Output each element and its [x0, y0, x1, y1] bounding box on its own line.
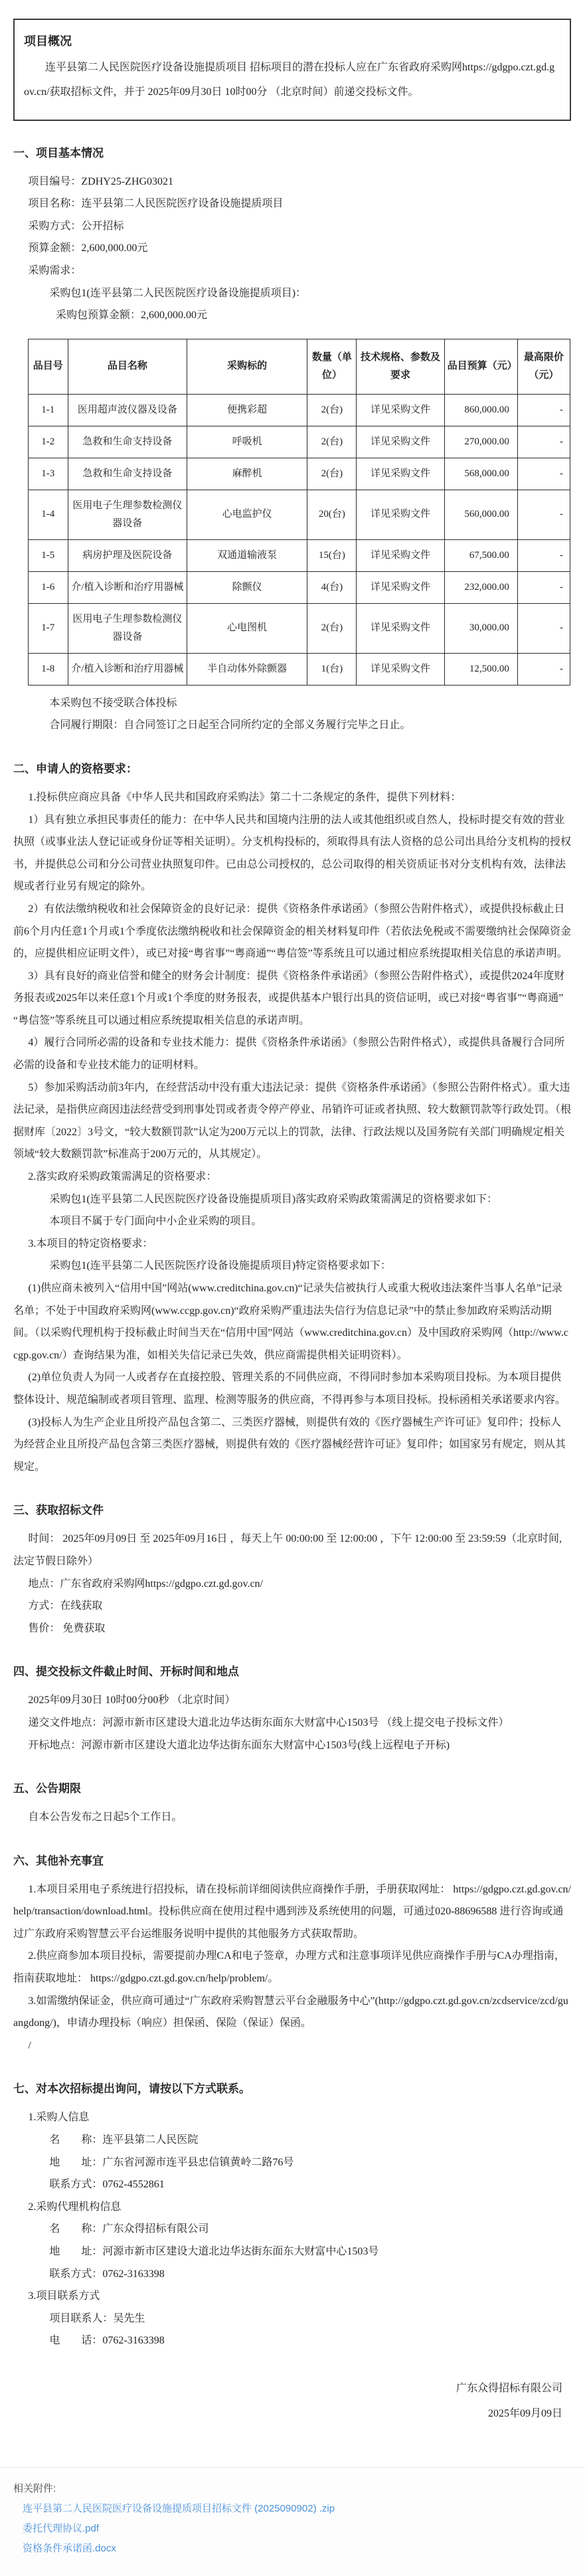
cell-spec: 详见采购文件 — [357, 539, 444, 571]
project-contact-title: 3.项目联系方式 — [28, 2290, 100, 2302]
col-item-name: 品目名称 — [68, 339, 187, 394]
field-label: 地 址： — [49, 2156, 103, 2168]
cell-quantity: 15(台) — [307, 539, 357, 571]
section-qualification-heading: 二、申请人的资格要求： — [13, 762, 137, 775]
purchaser-phone — [13, 2173, 572, 2196]
overview-title: 项目概况 — [24, 35, 72, 48]
qualification-para: 3）具有良好的商业信誉和健全的财务会计制度：提供《资格条件承诺函》（参照公告附件格式），或提供2024年度财务报表或2025年以来任意1个月或1个季度的财务报表，或提供基本户银行出具的资信证明，或已对接“粤省事”“粤商通”“粤信签”等系统且可以通过相应系统提取相关信息的承诺声明。 — [13, 970, 565, 1026]
obtain-method: 方式：在线获取 — [28, 1600, 103, 1612]
cell-spec: 详见采购文件 — [357, 603, 444, 653]
project-contact-person — [13, 2308, 572, 2330]
cell-budget: 560,000.00 — [444, 490, 517, 539]
qualification-para: (2)单位负责人为同一人或者存在直接控股、管理关系的不同供应商，不得同时参加本采购项目投标。为本项目提供整体设计、规范编制或者项目管理、监理、检测等服务的供应商，不得再参与本项目投标。投标函相关承诺要求内容。 — [13, 1372, 566, 1406]
deadline-open-place: 开标地点：河源市新市区建设大道北边华达街东面东大财富中心1503号(线上远程电子开标) — [28, 1739, 450, 1751]
field-value: 吴先生 — [113, 2312, 145, 2324]
attachments-section — [0, 2467, 585, 2576]
attachment-link[interactable]: 资格条件承诺函.docx — [23, 2542, 116, 2554]
signature-block — [13, 2376, 572, 2427]
agency-phone — [13, 2263, 572, 2286]
procurement-items-table — [28, 339, 570, 686]
field-value: 2,600,000.00元 — [81, 242, 148, 254]
qualification-para: (1)供应商未被列入“信用中国”网站(www.creditchina.gov.cn)“记录失信被执行人或重大税收违法案件当事人名单”记录名单；不处于中国政府采购网(www.ccgp.gov.cn)“政府采购严重违法失信行为信息记录”中的禁止参加政府采购活动期间。（以采购代理机构于投标截止时间当天在“信用中国”网站（www.creditchina.gov.cn）及中国政府采购网（http://www.ccgp.gov.cn/）查询结果为准，如相关失信记录已失效，供应商需提供相关证明资料）。 — [13, 1283, 568, 1361]
announcement-document — [13, 19, 572, 2427]
cell-budget: 270,000.00 — [444, 426, 517, 458]
table-row — [29, 571, 570, 603]
qualification-para: 本项目不属于专门面向中小企业采购的项目。 — [49, 1216, 262, 1228]
qualification-para: 2.落实政府采购政策需满足的资格要求： — [28, 1171, 217, 1183]
col-quantity: 数量（单位） — [307, 339, 357, 394]
field-value: 河源市新市区建设大道北边华达街东面东大财富中心1503号 — [102, 2246, 379, 2257]
cell-item-name: 医用超声波仪器及设备 — [68, 394, 187, 426]
cell-spec: 详见采购文件 — [357, 458, 444, 490]
field-label: 地 址： — [49, 2246, 103, 2257]
cell-target: 半自动体外除颤器 — [187, 653, 307, 685]
field-value: 0762-3163398 — [102, 2268, 165, 2280]
field-value: 连平县第二人民医院医疗设备设施提质项目 — [81, 198, 284, 210]
field-project-name — [13, 193, 572, 215]
qualification-para: 1.投标供应商应具备《中华人民共和国政府采购法》第二十二条规定的条件，提供下列材料： — [28, 791, 461, 803]
purchaser-address — [13, 2152, 572, 2174]
cell-item-no: 1-4 — [29, 490, 68, 539]
table-header-row — [29, 339, 570, 394]
cell-quantity: 4(台) — [307, 571, 357, 603]
cell-budget: 232,000.00 — [444, 571, 517, 603]
agency-address — [13, 2241, 572, 2263]
cell-item-no: 1-7 — [29, 603, 68, 653]
signature-company: 广东众得招标有限公司 — [456, 2382, 562, 2394]
table-row — [29, 490, 570, 539]
field-budget — [13, 237, 572, 260]
cell-spec: 详见采购文件 — [357, 394, 444, 426]
field-label: 采购方式： — [28, 220, 82, 232]
supplement-items — [13, 1879, 572, 2057]
cell-price-cap: - — [517, 426, 570, 458]
qualification-para: 2）有依法缴纳税收和社会保障资金的良好记录：提供《资格条件承诺函》（参照公告附件格式），或提供投标截止日前6个月内任意1个月或1个季度依法缴纳税收和社会保障资金的相关材料复印件（若依法免税或不需要缴纳社会保障资金的，应提供相应证明文件），或已对接“粤省事”“粤商通”“粤信签”等系统且可以通过相应系统提取相关信息的承诺声明。 — [13, 903, 572, 960]
section-contact-heading: 七、对本次招标提出询问，请按以下方式联系。 — [13, 2082, 250, 2096]
note-contract-term: 合同履行期限：自合同签订之日起至合同所约定的全部义务履行完毕之日止。 — [49, 719, 411, 731]
cell-target: 便携彩超 — [187, 394, 307, 426]
cell-price-cap: - — [517, 603, 570, 653]
field-label: 名 称： — [49, 2134, 103, 2146]
obtain-price: 售价： 免费获取 — [28, 1622, 106, 1634]
section-deadline-heading: 四、提交投标文件截止时间、开标时间和地点 — [13, 1665, 239, 1679]
qualification-para: 4）履行合同所必需的设备和专业技术能力：提供《资格条件承诺函》（参照公告附件格式），或提供具备履行合同所必需的设备和专业技术能力的证明材料。 — [13, 1037, 565, 1071]
table-row — [29, 653, 570, 685]
cell-price-cap: - — [517, 490, 570, 539]
field-value: 公开招标 — [81, 220, 124, 232]
note-no-consortium: 本采购包不接受联合体投标 — [49, 697, 177, 709]
col-spec: 技术规格、参数及要求 — [357, 339, 444, 394]
cell-price-cap: - — [517, 539, 570, 571]
table-row — [29, 603, 570, 653]
col-item-no: 品目号 — [29, 339, 68, 394]
cell-budget: 860,000.00 — [444, 394, 517, 426]
qualification-para: 5）参加采购活动前3年内，在经营活动中没有重大违法记录：提供《资格条件承诺函》（参照公告附件格式）。重大违法记录，是指供应商因违法经营受到刑事处罚或者责令停产停业、吊销许可证或者执照、较大数额罚款等行政处罚。（根据财库〔2022〕3号文，“较大数额罚款”认定为200万元以上的罚款，法律、行政法规以及国务院有关部门明确规定相关领域“较大数额罚款”标准高于200万元的，从其规定）。 — [13, 1081, 572, 1160]
table-row — [29, 394, 570, 426]
qualification-para: 采购包1(连平县第二人民医院医疗设备设施提质项目)特定资格要求如下： — [49, 1260, 392, 1272]
agency-title: 2.采购代理机构信息 — [28, 2201, 122, 2213]
purchaser-title: 1.采购人信息 — [28, 2112, 90, 2124]
field-procurement-method — [13, 215, 572, 238]
field-label: 项目联系人： — [49, 2312, 114, 2324]
field-value: 广东众得招标有限公司 — [102, 2223, 209, 2235]
cell-quantity: 20(台) — [307, 490, 357, 539]
section-obtain-heading: 三、获取招标文件 — [13, 1504, 104, 1517]
cell-target: 双通道输液泵 — [187, 539, 307, 571]
cell-budget: 67,500.00 — [444, 539, 517, 571]
cell-quantity: 1(台) — [307, 653, 357, 685]
table-row — [29, 426, 570, 458]
qualification-para: 3.本项目的特定资格要求： — [28, 1238, 153, 1249]
attachments-list — [13, 2499, 572, 2559]
cell-spec: 详见采购文件 — [357, 426, 444, 458]
field-value: 0762-4552861 — [102, 2179, 165, 2191]
qualification-para: 1）具有独立承担民事责任的能力：在中华人民共和国境内注册的法人或其他组织或自然人，投标时提交有效的营业执照（或事业法人登记证或身份证等相关证明）。分支机构投标的，须取得具有法人资格的总公司出具给分支机构的授权书，并提供总公司和分公司营业执照复印件。已由总公司授权的，总公司取得的相关资质证书对分支机构有效，法律法规或者行业另有规定的除外。 — [13, 814, 572, 893]
field-label: 联系方式： — [49, 2179, 103, 2191]
field-project-number — [13, 171, 572, 193]
cell-spec: 详见采购文件 — [357, 490, 444, 539]
col-price-cap: 最高限价（元） — [517, 339, 570, 394]
cell-item-name: 医用电子生理参数检测仪器设备 — [68, 603, 187, 653]
cell-price-cap: - — [517, 653, 570, 685]
package-line: 采购包1(连平县第二人民医院医疗设备设施提质项目)： — [49, 287, 307, 299]
field-label: 电 话： — [49, 2335, 103, 2347]
table-row — [29, 539, 570, 571]
field-label: 联系方式： — [49, 2268, 103, 2280]
cell-item-name: 病房护理及医院设备 — [68, 539, 187, 571]
field-requirement — [13, 260, 572, 282]
cell-budget: 12,500.00 — [444, 653, 517, 685]
col-budget: 品目预算（元） — [444, 339, 517, 394]
cell-price-cap: - — [517, 571, 570, 603]
cell-quantity: 2(台) — [307, 458, 357, 490]
attachment-link[interactable]: 委托代理协议.pdf — [23, 2522, 100, 2534]
cell-item-name: 医用电子生理参数检测仪器设备 — [68, 490, 187, 539]
field-label: 名 称： — [49, 2223, 103, 2235]
field-label: 项目编号： — [28, 175, 82, 187]
cell-target: 心电图机 — [187, 603, 307, 653]
cell-item-no: 1-2 — [29, 426, 68, 458]
cell-item-no: 1-8 — [29, 653, 68, 685]
signature-date: 2025年09月09日 — [487, 2408, 562, 2420]
cell-price-cap: - — [517, 394, 570, 426]
notice-period-body: 自本公告发布之日起5个工作日。 — [28, 1811, 183, 1823]
supplement-item: 2.供应商参加本项目投标，需要提前办理CA和电子签章，办理方式和注意事项详见供应商操作手册与CA办理指南，指南获取地址： https://gdgpo.czt.gd.gov.cn/help/problem/。 — [13, 1950, 565, 1985]
cell-budget: 30,000.00 — [444, 603, 517, 653]
overview-body: 连平县第二人民医院医疗设备设施提质项目 招标项目的潜在投标人应在广东省政府采购网https://gdgpo.czt.gd.gov.cn/获取招标文件，并于 2025年09月30日 10时00分 （北京时间）前递交投标文件。 — [24, 62, 555, 98]
cell-item-no: 1-5 — [29, 539, 68, 571]
cell-item-name: 介/植入诊断和治疗用器械 — [68, 653, 187, 685]
field-label: 预算金额： — [28, 242, 82, 254]
cell-target: 麻醉机 — [187, 458, 307, 490]
qualification-para: 采购包1(连平县第二人民医院医疗设备设施提质项目)落实政府采购政策需满足的资格要求如下： — [49, 1193, 498, 1205]
project-overview-box — [13, 19, 571, 121]
field-value: ZDHY25-ZHG03021 — [81, 175, 174, 187]
cell-item-name: 急救和生命支持设备 — [68, 426, 187, 458]
agency-name — [13, 2218, 572, 2241]
attachment-link[interactable]: 连平县第二人民医院医疗设备设施提质项目招标文件 (2025090902) .zip — [23, 2502, 335, 2514]
cell-item-no: 1-1 — [29, 394, 68, 426]
obtain-time: 时间： 2025年09月09日 至 2025年09月16日 ，每天上午 00:00:00 至 12:00:00 ，下午 12:00:00 至 23:59:59（北京时间,法定节假日除外） — [13, 1533, 562, 1567]
field-value: 广东省河源市连平县忠信镇黄岭二路76号 — [102, 2156, 294, 2168]
cell-item-name: 介/植入诊断和治疗用器械 — [68, 571, 187, 603]
supplement-item: 1.本项目采用电子系统进行招投标，请在投标前详细阅读供应商操作手册，手册获取网址： https://gdgpo.czt.gd.gov.cn/help/transaction/download.html。投标供应商在使用过程中遇到涉及系统使用的问题，可通过020-88696588 进行咨询或通过广东政府采购智慧云平台运维服务说明中提供的其他服务方式获取帮助。 — [13, 1883, 572, 1940]
field-value: 连平县第二人民医院 — [102, 2134, 199, 2146]
field-label: 采购需求： — [28, 264, 82, 276]
col-target: 采购标的 — [187, 339, 307, 394]
section-basic-heading: 一、项目基本情况 — [13, 146, 104, 159]
cell-quantity: 2(台) — [307, 394, 357, 426]
cell-spec: 详见采购文件 — [357, 653, 444, 685]
table-row — [29, 458, 570, 490]
package-budget-line: 采购包预算金额：2,600,000.00元 — [56, 310, 208, 322]
project-contact-phone — [13, 2330, 572, 2352]
cell-target: 除颤仪 — [187, 571, 307, 603]
field-label: 项目名称： — [28, 198, 82, 210]
obtain-place: 地点：广东省政府采购网https://gdgpo.czt.gd.gov.cn/ — [28, 1578, 264, 1590]
qualification-para: (3)投标人为生产企业且所投产品包含第二、三类医疗器械，则提供有效的《医疗器械生产许可证》复印件；投标人为经营企业且所投产品包含第三类医疗器械，则提供有效的《医疗器械经营许可证》复印件；如国家另有规定，则从其规定。 — [13, 1416, 566, 1473]
deadline-submit-place: 递交文件地点：河源市新市区建设大道北边华达街东面东大财富中心1503号 （线上提交电子投标文件） — [28, 1716, 509, 1728]
cell-price-cap: - — [517, 458, 570, 490]
cell-target: 心电监护仪 — [187, 490, 307, 539]
supplement-item: 3.如需缴纳保证金，供应商可通过“广东政府采购智慧云平台金融服务中心”(http://gdgpo.czt.gd.gov.cn/zcdservice/zcd/guangdong/)，申请办理投标（响应）担保函、保险（保证）保函。 — [13, 1995, 568, 2029]
purchaser-name — [13, 2129, 572, 2152]
cell-item-name: 急救和生命支持设备 — [68, 458, 187, 490]
field-value: 0762-3163398 — [102, 2335, 165, 2347]
cell-item-no: 1-3 — [29, 458, 68, 490]
supplement-item: / — [28, 2039, 31, 2051]
attachments-label: 相关附件: — [13, 2482, 56, 2494]
cell-quantity: 2(台) — [307, 426, 357, 458]
cell-target: 呼吸机 — [187, 426, 307, 458]
cell-item-no: 1-6 — [29, 571, 68, 603]
section-notice-period-heading: 五、公告期限 — [13, 1782, 81, 1795]
deadline-time: 2025年09月30日 10时00分00秒 （北京时间） — [28, 1695, 236, 1706]
cell-quantity: 2(台) — [307, 603, 357, 653]
cell-budget: 568,000.00 — [444, 458, 517, 490]
cell-spec: 详见采购文件 — [357, 571, 444, 603]
section-supplement-heading: 六、其他补充事宜 — [13, 1854, 104, 1867]
